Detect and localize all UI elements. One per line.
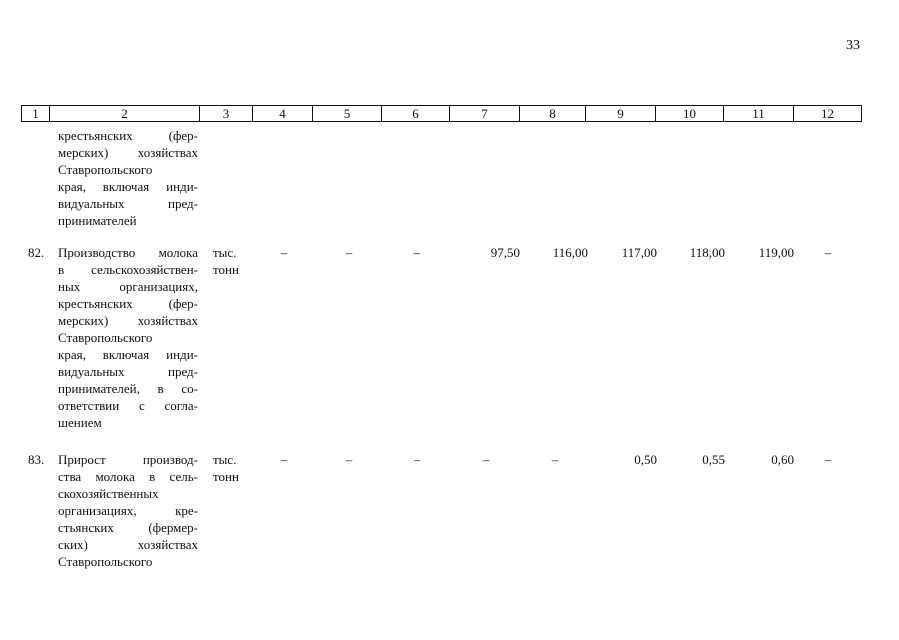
header-col-5: 5	[313, 106, 382, 122]
indicator-name-line: организациях, кре-	[58, 503, 198, 518]
continued-name-line: Ставропольского	[58, 162, 153, 177]
row-83-col-11: 0,60	[771, 452, 794, 467]
header-col-9: 9	[586, 106, 656, 122]
header-col-7: 7	[450, 106, 520, 122]
row-82-col-9: 117,00	[621, 245, 657, 260]
indicator-name-line: видуальных пред-	[58, 364, 198, 379]
row-83-col-10: 0,55	[702, 452, 725, 467]
row-82-col-6: –	[413, 245, 421, 260]
header-col-1: 1	[22, 106, 50, 122]
row-82-col-12: –	[824, 245, 832, 260]
column-number-header	[21, 105, 862, 122]
continued-name-line: видуальных пред-	[58, 196, 198, 211]
header-row	[22, 106, 862, 122]
row-83-col-5: –	[345, 452, 353, 467]
indicator-name-line: Ставропольского	[58, 330, 153, 345]
page-number: 33	[846, 38, 860, 53]
row-82-col-5: –	[345, 245, 353, 260]
row-83-col-4: –	[280, 452, 288, 467]
continued-indicator-name	[58, 127, 198, 229]
continued-name-line: крестьянских (фер-	[58, 128, 198, 143]
row-83-indicator-name	[58, 451, 198, 570]
row-83-col-12: –	[824, 452, 832, 467]
header-col-10: 10	[656, 106, 724, 122]
header-col-12: 12	[794, 106, 862, 122]
indicator-name-line: Прирост производ-	[58, 452, 198, 467]
header-col-8: 8	[520, 106, 586, 122]
row-83-unit	[213, 451, 253, 485]
row-83-col-7: –	[482, 452, 490, 467]
indicator-name-line: скохозяйственных	[58, 486, 159, 501]
header-col-3: 3	[200, 106, 253, 122]
indicator-name-line: мерских) хозяйствах	[58, 313, 198, 328]
row-83-col-9: 0,50	[634, 452, 657, 467]
unit-line: тонн	[213, 262, 239, 277]
indicator-name-line: ных организациях,	[58, 279, 198, 294]
row-82-number: 82.	[28, 245, 45, 260]
unit-line: тонн	[213, 469, 239, 484]
row-82-col-10: 118,00	[689, 245, 725, 260]
header-col-11: 11	[724, 106, 794, 122]
indicator-name-line: края, включая инди-	[58, 347, 198, 362]
row-82-col-11: 119,00	[758, 245, 794, 260]
indicator-name-line: ства молока в сель-	[58, 469, 198, 484]
indicator-name-line: Производство молока	[58, 245, 198, 260]
header-col-2: 2	[50, 106, 200, 122]
indicator-name-line: ских) хозяйствах	[58, 537, 198, 552]
header-col-6: 6	[382, 106, 450, 122]
row-82-col-4: –	[280, 245, 288, 260]
indicator-name-line: в сельскохозяйствен-	[58, 262, 198, 277]
indicator-name-line: шением	[58, 415, 102, 430]
continued-name-line: принимателей	[58, 213, 137, 228]
row-83-col-6: –	[413, 452, 421, 467]
header-col-4: 4	[253, 106, 313, 122]
indicator-name-line: стьянских (фермер-	[58, 520, 198, 535]
unit-line: тыс.	[213, 245, 237, 260]
indicator-name-line: принимателей, в со-	[58, 381, 198, 396]
row-82-unit	[213, 244, 253, 278]
indicator-name-line: крестьянских (фер-	[58, 296, 198, 311]
indicator-name-line: Ставропольского	[58, 554, 153, 569]
row-82-col-8: 116,00	[552, 245, 588, 260]
continued-name-line: края, включая инди-	[58, 179, 198, 194]
row-83-col-8: –	[551, 452, 559, 467]
row-82-indicator-name	[58, 244, 198, 431]
indicator-name-line: ответствии с согла-	[58, 398, 198, 413]
unit-line: тыс.	[213, 452, 237, 467]
row-82-col-7: 97,50	[490, 245, 520, 260]
row-83-number: 83.	[28, 452, 45, 467]
continued-name-line: мерских) хозяйствах	[58, 145, 198, 160]
